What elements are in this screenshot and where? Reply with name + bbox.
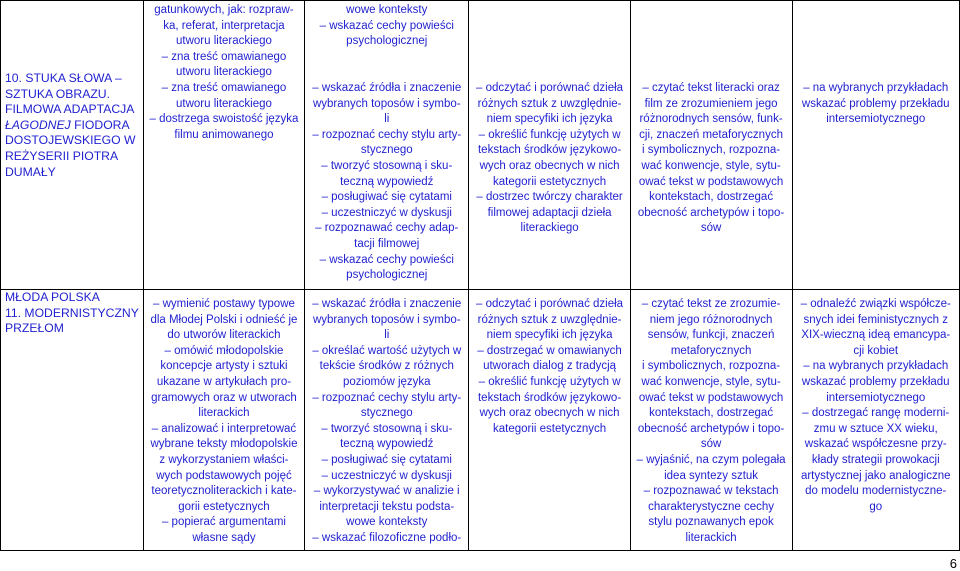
requirement-line — [473, 3, 625, 19]
requirement-line — [309, 50, 464, 66]
topic-label: MŁODA POLSKA 11. MODERNISTYCZNY PRZEŁOM — [5, 290, 139, 336]
requirement-line — [797, 3, 956, 19]
requirement-line: niem specyfiki ich języka — [486, 329, 613, 342]
requirement-line — [797, 34, 956, 50]
requirement-line — [635, 50, 788, 66]
requirement-line: – uczestniczyć w dyskusji — [321, 206, 452, 219]
requirement-line: sensów, funkcji, znaczeń — [647, 329, 775, 342]
requirement-line: – wskazać cechy powieści — [319, 19, 454, 32]
requirement-line: gorii estetycznych — [178, 500, 270, 513]
requirement-line: kontekstach, dostrzegać — [649, 191, 774, 204]
requirement-line: cji kobiet — [853, 344, 899, 357]
requirement-line: niem jego różnorodnych — [649, 313, 773, 326]
requirement-line: wybranych toposów i symbo- — [312, 97, 461, 110]
requirement-line: wych podstawowych pojęć — [156, 469, 292, 482]
requirement-line: wowe konteksty — [346, 516, 428, 529]
requirement-line: wych oraz obecnych w nich — [479, 159, 620, 172]
requirement-line: różnych sztuk z uwzględnie- — [477, 97, 622, 110]
requirement-line: – wskazać filozoficzne podło- — [312, 531, 462, 544]
requirement-line: własne sądy — [192, 531, 256, 544]
requirement-line: – wskazać cechy powieści — [319, 253, 454, 266]
requirement-line: utworu literackiego — [176, 35, 272, 48]
requirements-list — [793, 1, 960, 128]
requirement-line — [635, 3, 788, 19]
requirement-line: dla Młodej Polski i odnieść je — [150, 313, 298, 326]
requirement-line: do utworów literackich — [167, 329, 281, 342]
requirement-line: idea syntezy sztuk — [664, 469, 759, 482]
requirement-line: – czytać tekst literacki oraz — [642, 81, 780, 94]
requirement-line — [635, 65, 788, 81]
requirement-line: wybrane teksty młodopolskie — [150, 438, 298, 451]
requirement-line: utworach dialog z tradycją — [483, 360, 617, 373]
requirements-list — [305, 290, 468, 547]
requirement-line: charakterystyczne cechy — [648, 500, 775, 513]
requirement-line: artystycznej jako analogiczne — [800, 469, 951, 482]
requirement-line: wych oraz obecnych w nich — [479, 407, 620, 420]
requirement-line: utworu literackiego — [176, 97, 272, 110]
requirement-line: – dostrzegać rangę moderni- — [802, 407, 950, 420]
requirement-line: – określić funkcję użytych w — [478, 128, 621, 141]
requirement-line — [473, 19, 625, 35]
requirements-list — [631, 1, 792, 237]
requirement-line: z wykorzystaniem właści- — [159, 453, 289, 466]
requirement-line: – dostrzec twórczy charakter — [476, 191, 623, 204]
requirement-line: – omówić młodopolskie — [164, 344, 284, 357]
requirement-line: li — [384, 113, 390, 126]
requirement-line — [797, 19, 956, 35]
requirement-line: – odczytać i porównać dzieła — [476, 298, 624, 310]
requirements-cell — [143, 290, 304, 551]
requirement-line: – czytać tekst ze zrozumie- — [641, 298, 781, 310]
requirement-line: – dostrzegać w omawianych — [477, 344, 622, 357]
requirement-line: literackich — [198, 407, 250, 420]
requirement-line: psychologicznej — [346, 269, 428, 282]
requirements-cell — [792, 290, 960, 551]
requirements-cell — [792, 1, 960, 290]
requirement-line: intersemiotycznego — [826, 391, 926, 404]
requirement-line: intersemiotycznego — [826, 113, 926, 126]
requirement-line: gatunkowych, jak: rozpraw- — [154, 4, 294, 16]
topic-label-cell — [1, 1, 144, 290]
requirement-line: i symbolicznych, rozpozna- — [642, 144, 781, 157]
requirement-line: cji, znaczeń metaforycznych — [639, 128, 783, 141]
requirement-line — [473, 50, 625, 66]
requirement-line: – wymienić postawy typowe — [153, 298, 295, 310]
requirements-list — [469, 1, 629, 237]
requirements-list — [144, 1, 304, 143]
requirement-line — [473, 34, 625, 50]
requirements-cell — [305, 290, 469, 551]
requirement-line: – rozpoznać cechy stylu arty- — [312, 391, 462, 404]
requirements-cell — [469, 290, 630, 551]
requirement-line: metaforycznych — [670, 344, 752, 357]
requirement-line: – odnaleźć związki współcze- — [800, 298, 951, 310]
requirement-line: – wskazać źródła i znaczenie — [312, 81, 462, 94]
requirements-list — [631, 290, 792, 547]
requirement-line: sów — [700, 222, 722, 235]
requirement-line: do modelu modernistyczne- — [805, 485, 947, 498]
requirement-line: niem specyfiki ich języka — [486, 113, 613, 126]
requirement-line: ka, referat, interpretacja — [163, 19, 285, 32]
requirements-cell — [143, 1, 304, 290]
requirement-line: – tworzyć stosowną i sku- — [321, 159, 453, 172]
requirement-line: teoretycznoliterackich i kate- — [151, 485, 297, 498]
requirement-line: – rozpoznać cechy stylu arty- — [312, 128, 462, 141]
page-number: 6 — [949, 556, 957, 571]
requirement-line — [309, 65, 464, 81]
requirement-line: wać konwencje, style, sytu- — [641, 159, 781, 172]
requirement-line: wać konwencje, style, sytu- — [641, 375, 781, 388]
requirement-line: – na wybranych przykładach — [803, 81, 949, 94]
requirement-line: różnych sztuk z uwzględnie- — [477, 313, 622, 326]
topic-label-cell — [1, 290, 144, 551]
requirement-line — [797, 65, 956, 81]
requirement-line: wybranych toposów i symbo- — [312, 313, 461, 326]
requirement-line: kategorii estetycznych — [493, 422, 607, 435]
requirement-line: i symbolicznych, rozpozna- — [642, 360, 781, 373]
requirement-line: go — [869, 500, 883, 513]
requirements-list — [144, 290, 304, 547]
requirement-line: – wyjaśnić, na czym polegała — [636, 453, 786, 466]
requirement-line: tekstach środków językowo- — [477, 391, 622, 404]
requirement-line: – tworzyć stosowną i sku- — [321, 422, 453, 435]
requirement-line: teczną wypowiedź — [340, 175, 434, 188]
requirement-line: – posługiwać się cytatami — [321, 191, 452, 204]
requirement-line: snych idei feministycznych z — [803, 313, 948, 326]
requirements-list — [793, 290, 960, 515]
requirement-line: – rozpoznawać w tekstach — [643, 485, 779, 498]
requirement-line — [473, 65, 625, 81]
requirement-line: film ze zrozumieniem jego — [644, 97, 778, 110]
requirement-line — [797, 50, 956, 66]
requirement-line: ować tekst w podstawowych — [638, 175, 784, 188]
requirement-line: li — [384, 329, 390, 342]
requirement-line: interpretacji tekstu podsta- — [319, 500, 455, 513]
table-row — [1, 1, 960, 290]
requirement-line: – określać wartość użytych w — [312, 344, 462, 357]
table-row — [1, 290, 960, 551]
requirement-line: kłady strategii prowokacji — [811, 453, 940, 466]
requirement-line: tekście środków z różnych — [319, 360, 454, 373]
requirement-line: ować tekst w podstawowych — [638, 391, 784, 404]
requirement-line: literackiego — [520, 222, 579, 235]
requirement-line: koncepcje artysty i sztuki — [160, 360, 288, 373]
requirement-line: wowe konteksty — [346, 4, 428, 16]
requirements-list — [305, 1, 468, 284]
requirement-line: utworu literackiego — [176, 66, 272, 79]
requirement-line: – na wybranych przykładach — [803, 360, 949, 373]
requirements-cell — [469, 1, 630, 290]
requirement-line: stycznego — [360, 144, 413, 157]
requirement-line: wskazać współczesne przy- — [804, 438, 947, 451]
requirement-line: kontekstach, dostrzegać — [649, 407, 774, 420]
requirement-line: – analizować i interpretować — [151, 422, 297, 435]
requirement-line: literackich — [685, 531, 737, 544]
requirement-line — [635, 19, 788, 35]
requirement-line: – wykorzystywać w analizie i — [313, 485, 460, 498]
requirement-line: teczną wypowiedź — [340, 438, 434, 451]
requirement-line: – zna treść omawianego — [161, 50, 287, 63]
requirement-line: obecność archetypów i topo- — [637, 422, 785, 435]
requirement-line: filmu animowanego — [174, 128, 274, 141]
requirement-line: psychologicznej — [346, 35, 428, 48]
requirement-line: tekstach środków językowo- — [477, 144, 622, 157]
requirement-line: – uczestniczyć w dyskusji — [321, 469, 452, 482]
requirements-cell — [630, 1, 792, 290]
requirement-line: sów — [700, 438, 722, 451]
requirement-line: tacji filmowej — [354, 237, 420, 250]
requirement-line — [635, 34, 788, 50]
requirement-line: – wskazać źródła i znaczenie — [312, 298, 462, 310]
requirement-line: ukazane w artykułach pro- — [156, 375, 292, 388]
requirement-line: poziomów języka — [342, 375, 431, 388]
requirement-line: – popierać argumentami — [161, 516, 286, 529]
requirements-cell — [630, 290, 792, 551]
requirement-line: – zna treść omawianego — [161, 81, 287, 94]
requirement-line: – rozpoznawać cechy adap- — [315, 222, 459, 235]
requirements-cell — [305, 1, 469, 290]
requirement-line: XIX-wieczną ideą emancypa- — [801, 329, 951, 342]
requirement-line: filmowej adaptacji dzieła — [487, 206, 612, 219]
topic-label: 10. STUKA SŁOWA – SZTUKA OBRAZU. FILMOWA ADAPTACJA ŁAGODNEJ FIODORA DOSTOJEWSKIEGO W REŻYSERII PIOTRA DUMAŁY — [5, 71, 136, 179]
requirements-list — [469, 290, 629, 437]
requirement-line: wskazać problemy przekładu — [801, 97, 950, 110]
requirement-line: zmu w sztuce XX wieku, — [813, 422, 938, 435]
requirement-line: obecność archetypów i topo- — [637, 206, 785, 219]
requirement-line: wskazać problemy przekładu — [801, 375, 950, 388]
requirement-line: – odczytać i porównać dzieła — [476, 81, 624, 94]
requirement-line: kategorii estetycznych — [493, 175, 607, 188]
requirement-line: różnorodnych sensów, funk- — [639, 113, 783, 126]
requirement-line: stycznego — [360, 407, 413, 420]
requirement-line: – dostrzega swoistość języka — [149, 113, 299, 126]
requirement-line: – posługiwać się cytatami — [321, 453, 452, 466]
requirement-line: stylu poznawanych epok — [648, 516, 774, 529]
requirement-line: gramowych oraz w utworach — [151, 391, 297, 404]
requirement-line: – określić funkcję użytych w — [478, 375, 621, 388]
